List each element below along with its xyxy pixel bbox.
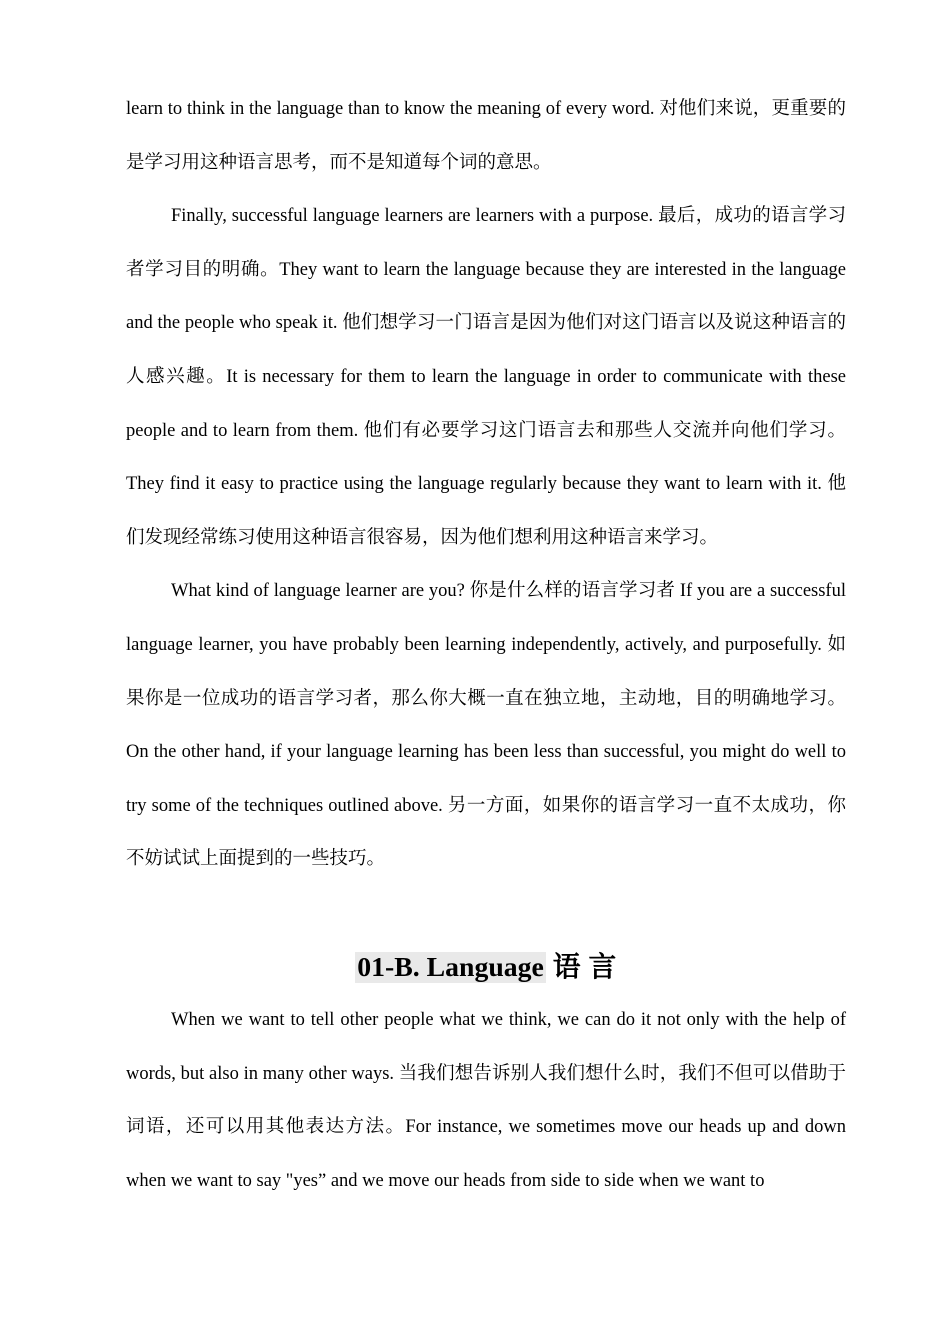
document-page — [126, 83, 846, 1208]
paragraph-purpose: Finally, successful language learners are learners with a purpose. 最后，成功的语言学习者学习目的明确。They want to learn the language because they are interested in the language and the people who speak it. 他们想学习一门语言是因为他们对这门语言以及说这种语言的人感兴趣。It is necessary for them to learn the language in order to communicate with these people and to learn from them. 他们有必要学习这门语言去和那些人交流并向他们学习。They find it easy to practice using the language regularly because they want to learn with it. 他们发现经常练习使用这种语言很容易，因为他们想利用这种语言来学习。 — [126, 206, 846, 548]
section-heading-en: 01-B. Language — [357, 951, 544, 983]
paragraph-language-intro: When we want to tell other people what we think, we can do it not only with the help of words, but also in many other ways. 当我们想告诉别人我们想什么时，我们不但可以借助于词语，还可以用其他表达方法。For instance, we sometimes move our heads up and down when we want to say "yes” and we move our heads from side to side when we want to — [126, 1010, 846, 1191]
section-heading-zh: 语 言 — [552, 951, 617, 983]
paragraph-continuation: learn to think in the language than to know the meaning of every word. 对他们来说，更重要的是学习用这种语言思考，而不是知道每个词的意思。 — [126, 99, 846, 173]
section-heading — [126, 941, 846, 995]
paragraph-learner-type: What kind of language learner are you? 你是什么样的语言学习者 If you are a successful language learner, you have probably been learning independently, actively, and purposefully. 如果你是一位成功的语言学习者，那么你大概一直在独立地，主动地，目的明确地学习。On the other hand, if your language learning has been less than successful, you might do well to try some of the techniques outlined above. 另一方面，如果你的语言学习一直不太成功，你不妨试试上面提到的一些技巧。 — [126, 581, 846, 870]
